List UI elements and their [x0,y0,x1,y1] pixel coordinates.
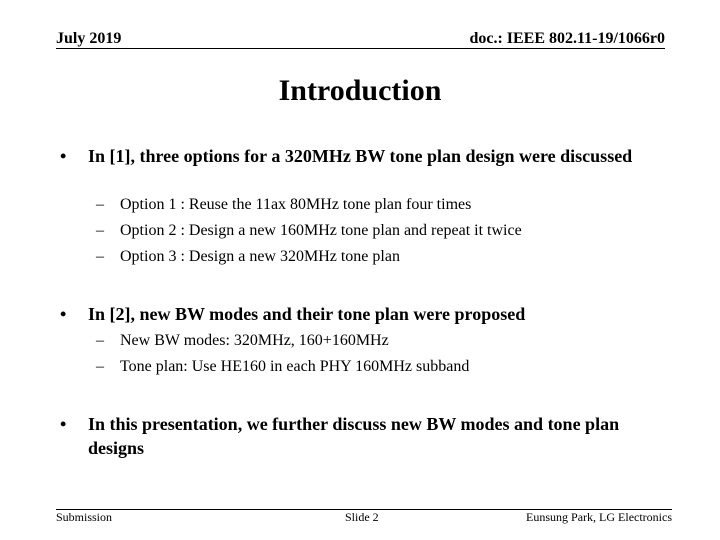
header-date: July 2019 [56,30,122,47]
header-doc-id: doc.: IEEE 802.11-19/1066r0 [469,30,665,47]
bullet-1-sub-2 [96,218,522,244]
sub-item-text: Option 1 : Reuse the 11ax 80MHz tone plan four times [120,196,472,213]
dash-marker: – [96,248,104,265]
bullet-marker: • [60,146,67,166]
sub-item-text: New BW modes: 320MHz, 160+160MHz [120,332,389,349]
footer-slide-number: Slide 2 [345,510,379,524]
bullet-marker: • [60,304,67,324]
bullet-2 [60,302,650,326]
sub-item-text: Tone plan: Use HE160 in each PHY 160MHz subband [120,358,470,375]
footer-author: Eunsung Park, LG Electronics [526,510,672,524]
bullet-marker: • [60,414,67,434]
dash-marker: – [96,358,104,375]
dash-marker: – [96,196,104,213]
bullet-2-sub-1 [96,328,389,354]
bullet-1-sub-3 [96,244,400,270]
bullet-3-text: In this presentation, we further discuss new BW modes and tone plan designs [88,414,620,458]
bullet-3 [60,412,650,460]
header-divider [56,48,665,49]
dash-marker: – [96,332,104,349]
bullet-2-sub-2 [96,354,469,380]
bullet-1-sub-1 [96,192,471,218]
bullet-2-text: In [2], new BW modes and their tone plan were proposed [88,304,526,324]
dash-marker: – [96,222,104,239]
footer-submission: Submission [56,510,113,524]
bullet-1 [60,144,650,168]
sub-item-text: Option 3 : Design a new 320MHz tone plan [120,248,400,265]
sub-item-text: Option 2 : Design a new 160MHz tone plan and repeat it twice [120,222,522,239]
slide-title: Introduction [278,74,442,107]
bullet-1-text: In [1], three options for a 320MHz BW tone plan design were discussed [88,146,633,166]
